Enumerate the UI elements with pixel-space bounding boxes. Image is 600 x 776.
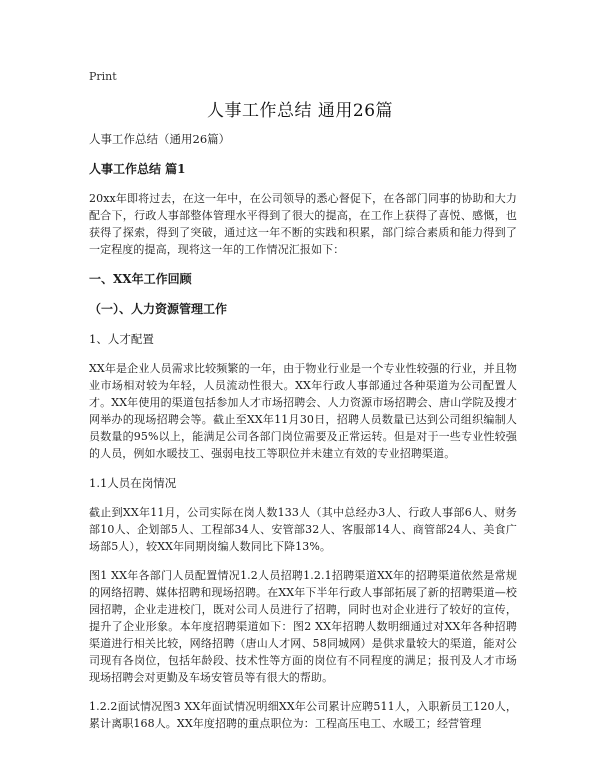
heading-hr-management: （一）、人力资源管理工作 xyxy=(89,302,228,316)
document-title: 人事工作总结 通用26篇 xyxy=(206,101,394,121)
document-subtitle: 人事工作总结（通用26篇） xyxy=(89,132,231,146)
interview-paragraph: 1.2.2面试情况图3 XX年面试情况明细XX年公司累计应聘511人，入职新员工120人，累计离职168人。XX年度招聘的重点职位为：工程高压电工、水暖工；经营管理 xyxy=(89,700,517,730)
heading-year-review: 一、XX年工作回顾 xyxy=(89,272,192,286)
figure-paragraph: 图1 XX年各部门人员配置情况1.2人员招聘1.2.1招聘渠道XX年的招聘渠道依然是常规的网络招聘、媒体招聘和现场招聘。在XX年下半年行政人事部拓展了新的招聘渠道—校园招聘，企业走进校门，既对公司人员进行了招聘，同时也对企业进行了较好的宣传，提升了企业形象。本年度招聘渠道如下：图2 XX年招聘人数明细通过对XX年各种招聘渠道进行相关比较，网络招聘（唐山人才网、58同城网）是供求量较大的渠道，能对公司现有各岗位，包括年龄段、技术性等方面的岗位有不同程度的满足；报刊及人才市场现场招聘会对更勤及车场安管员等有很大的帮助。 xyxy=(89,569,517,684)
print-label: Print xyxy=(89,70,117,83)
section-heading: 人事工作总结 篇1 xyxy=(89,162,186,176)
heading-talent-allocation: 1、人才配置 xyxy=(89,332,154,346)
intro-paragraph: 20xx年即将过去，在这一年中，在公司领导的悉心督促下，在各部门同事的协助和大力配合下，行政人事部整体管理水平得到了很大的提高，在工作上获得了喜悦、感慨，也获得了探索，得到了突破，通过这一年不断的实践和积累，部门综合素质和能力得到了一定程度的提高，现将这一年的工作情况汇报如下： xyxy=(89,192,517,256)
staff-paragraph: 截止到XX年11月，公司实际在岗人数133人（其中总经办3人、行政人事部6人、财务部10人、企划部5人、工程部34人、安管部32人、客服部14人、商管部24人、美食广场部5人），较XX年同期岗编人数同比下降13%。 xyxy=(89,506,517,553)
document-body xyxy=(89,130,517,744)
talent-paragraph: XX年是企业人员需求比较频繁的一年，由于物业行业是一个专业性较强的行业，并且物业市场相对较为年轻，人员流动性很大。XX年行政人事部通过各种渠道为公司配置人才。XX年使用的渠道包括参加人才市场招聘会、人力资源市场招聘会、唐山学院及搜才网举办的现场招聘会等。截止至XX年11月30日，招聘人员数量已达到公司组织编制人员数量的95%以上，能满足公司各部门岗位需要及正常运转。但是对于一些专业性较强的人员，例如水暖技工、强弱电技工等职位并未建立有效的专业招聘渠道。 xyxy=(89,362,517,460)
heading-staff-status: 1.1人员在岗情况 xyxy=(89,476,177,490)
